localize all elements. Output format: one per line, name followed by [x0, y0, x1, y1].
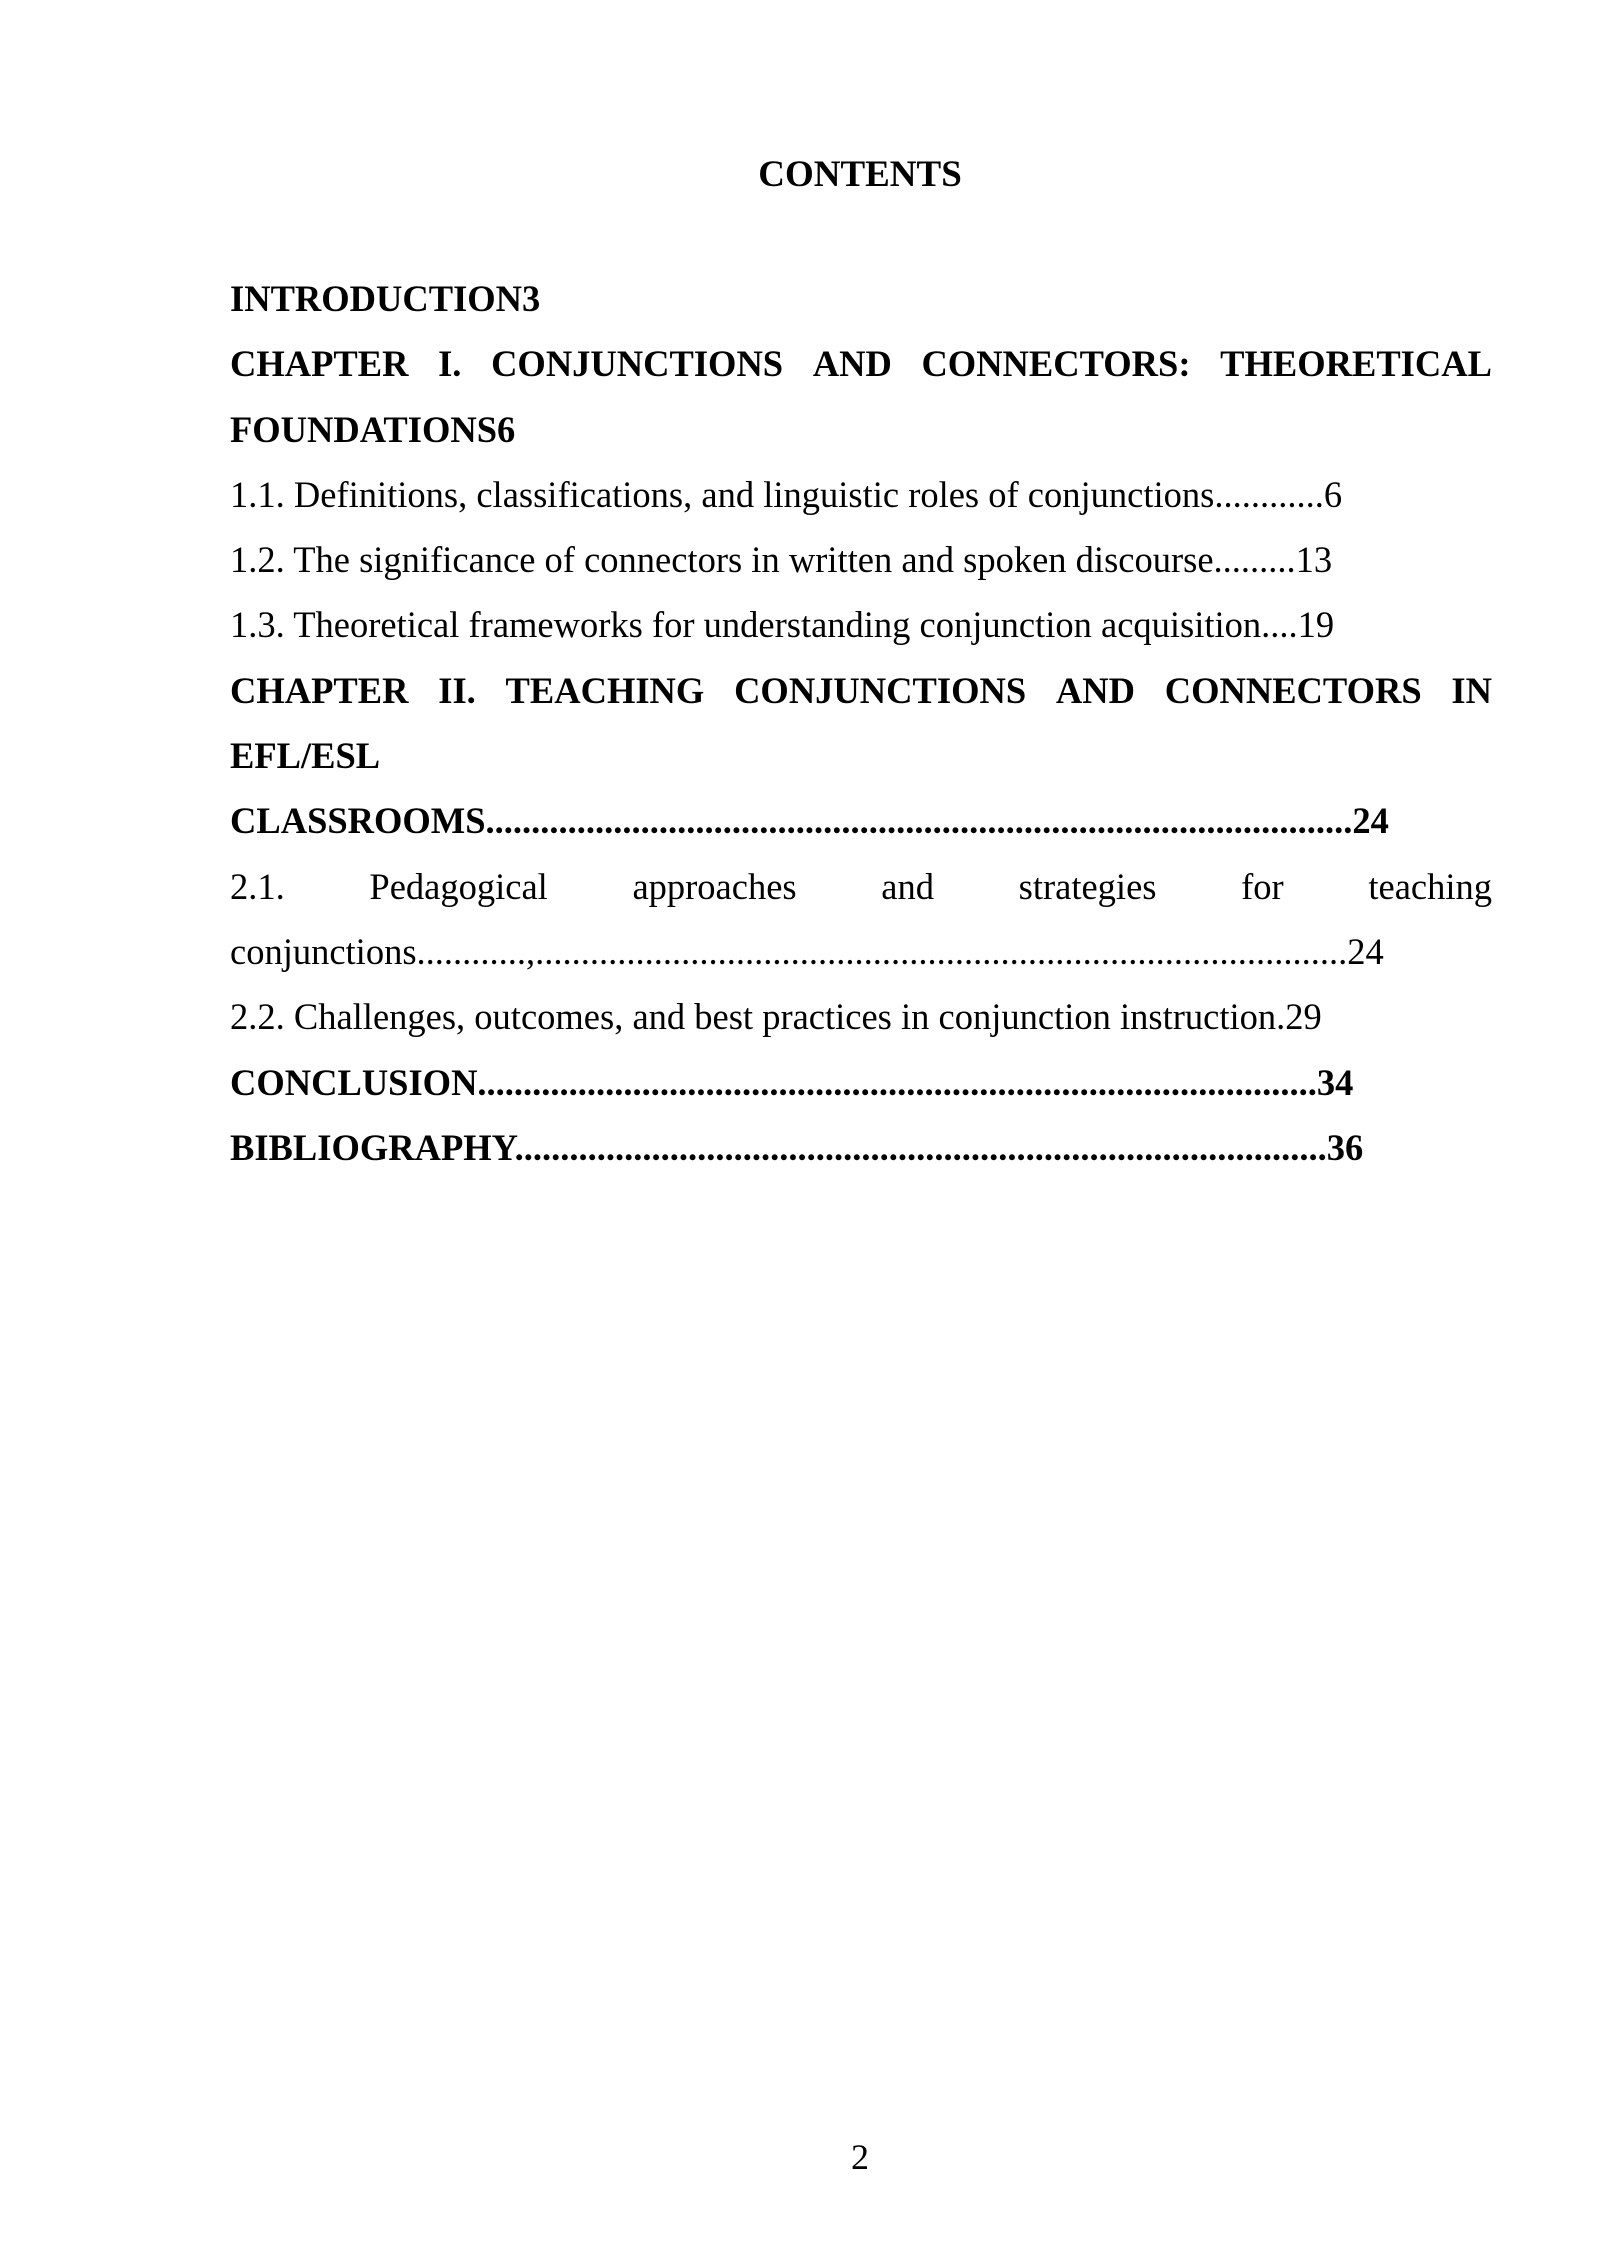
toc-word: Pedagogical — [369, 865, 548, 907]
toc-word: TEACHING — [505, 669, 705, 711]
toc-word: and — [881, 865, 934, 907]
toc-word: for — [1241, 865, 1284, 907]
toc-entry-introduction: INTRODUCTION3 — [230, 278, 541, 319]
toc-entry-section-1-1: 1.1. Definitions, classifications, and linguistic roles of conjunctions............6 — [230, 473, 1343, 515]
toc-word: I. — [438, 343, 462, 385]
toc-word: CONJUNCTIONS — [491, 343, 784, 385]
toc-entry-chapter-1-line-2: FOUNDATIONS6 — [230, 408, 516, 450]
toc-entry-chapter-2-line-2: EFL/ESL — [230, 735, 381, 777]
toc-entry-bibliography: BIBLIOGRAPHY.........................................................................................36 — [230, 1126, 1364, 1168]
toc-entry-chapter-1-line-1 — [230, 331, 1492, 396]
toc-word: teaching — [1368, 865, 1492, 907]
toc-word: CONJUNCTIONS — [734, 669, 1027, 711]
toc-word: CONNECTORS: — [921, 343, 1191, 385]
toc-entry-chapter-2-line-3: CLASSROOMS...............................................................................................24 — [230, 800, 1389, 842]
toc-word: 2.1. — [230, 865, 285, 907]
toc-word: IN — [1451, 669, 1492, 711]
contents-title: CONTENTS — [758, 154, 962, 195]
toc-entry-section-2-1-line-2: conjunctions............,.........................................................................................24 — [230, 930, 1384, 972]
toc-entry-section-2-1-line-1 — [230, 854, 1492, 919]
page-number: 2 — [851, 2137, 869, 2177]
toc-word: CONNECTORS — [1164, 669, 1422, 711]
toc-word: strategies — [1018, 865, 1157, 907]
toc-word: AND — [1055, 669, 1135, 711]
toc-entry-conclusion: CONCLUSION............................................................................................34 — [230, 1061, 1354, 1103]
toc-word: CHAPTER — [230, 669, 409, 711]
table-of-contents — [230, 266, 1492, 1180]
toc-word: approaches — [632, 865, 797, 907]
toc-word: CHAPTER — [230, 343, 409, 385]
toc-entry-chapter-2-line-1 — [230, 658, 1492, 723]
toc-entry-section-1-2: 1.2. The significance of connectors in written and spoken discourse.........13 — [230, 539, 1333, 581]
toc-entry-section-2-2: 2.2. Challenges, outcomes, and best practices in conjunction instruction.29 — [230, 996, 1322, 1038]
toc-word: II. — [438, 669, 476, 711]
toc-word: AND — [812, 343, 892, 385]
toc-word: THEORETICAL — [1220, 343, 1492, 385]
toc-entry-section-1-3: 1.3. Theoretical frameworks for understanding conjunction acquisition....19 — [230, 604, 1335, 646]
